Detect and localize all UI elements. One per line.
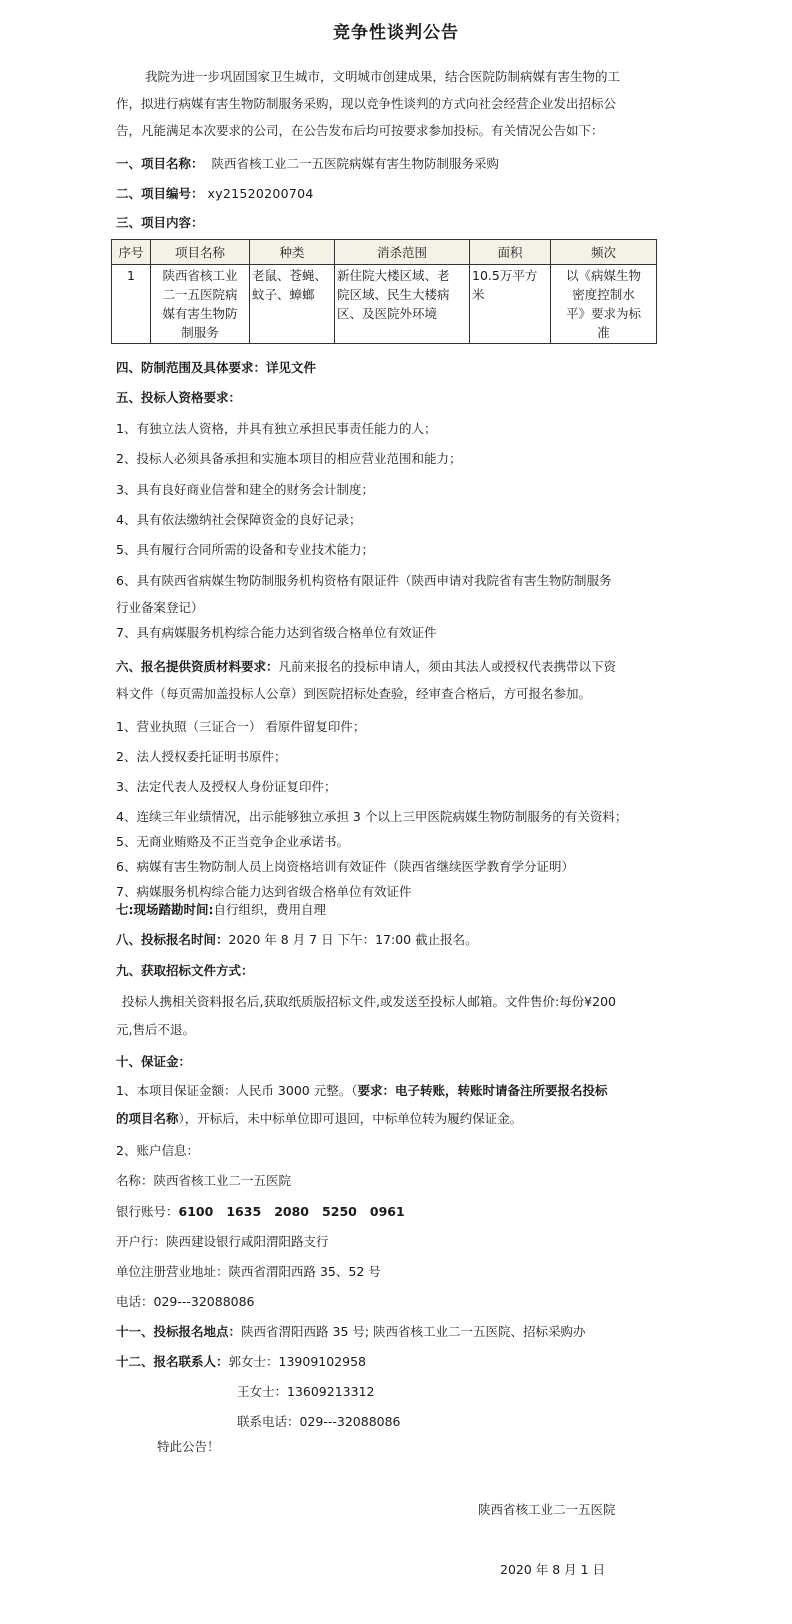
intro-line: 作，拟进行病媒有害生物防制服务采购，现以竞争性谈判的方式向社会经营企业发出招标公 xyxy=(116,96,617,111)
col-header: 消杀范围 xyxy=(335,240,470,265)
location-value: 陕西省渭阳西路 35 号; 陕西省核工业二一五医院、招标采购办 xyxy=(241,1324,586,1339)
cell-kind: 老鼠、苍蝇、 蚊子、蟑螂 xyxy=(250,265,335,344)
list-item: 5、具有履行合同所需的设备和专业技术能力； xyxy=(116,542,374,557)
contact-1: 郭女士：13909102958 xyxy=(228,1354,366,1369)
section-project-name xyxy=(116,155,499,173)
section-contacts xyxy=(116,1353,366,1371)
section-location xyxy=(116,1323,586,1341)
section-label: 十二、报名联系人： xyxy=(116,1354,229,1369)
list-item: 3、具有良好商业信誉和建全的财务会计制度； xyxy=(116,482,374,497)
section-bid-time xyxy=(116,931,478,949)
section-label: 十一、投标报名地点： xyxy=(116,1324,242,1339)
section-deposit: 十、保证金： xyxy=(116,1054,192,1069)
list-item: 行业备案登记） xyxy=(116,600,204,615)
account-info-label: 2、账户信息： xyxy=(116,1143,199,1158)
section-text: 投标人携相关资料报名后,获取纸质版招标文件,或发送至投标人邮箱。文件售价:每份¥200 xyxy=(122,994,616,1009)
section-site-visit xyxy=(116,901,326,919)
section-project-number xyxy=(116,185,314,203)
bid-time-value: 2020 年 8 月 7 日 下午：17:00 截止报名。 xyxy=(228,932,478,947)
page-title: 竞争性谈判公告 xyxy=(333,23,459,43)
intro-line: 我院为进一步巩固国家卫生城市，文明城市创建成果，结合医院防制病媒有害生物的工 xyxy=(145,69,621,84)
account-name: 名称：陕西省核工业二一五医院 xyxy=(116,1173,292,1188)
col-header: 项目名称 xyxy=(151,240,250,265)
cell-name: 陕西省核工业 二一五医院病 媒有害生物防 制服务 xyxy=(151,265,250,344)
section-label: 二、项目编号： xyxy=(116,186,204,201)
site-visit-value: 自行组织，费用自理 xyxy=(213,902,327,917)
contact-2: 王女士：13609213312 xyxy=(237,1384,375,1399)
section-label: 八、投标报名时间： xyxy=(116,932,229,947)
section-label: 六、报名提供资质材料要求： xyxy=(116,659,279,674)
project-number: xy21520200704 xyxy=(207,186,314,201)
cell-frequency: 以《病媒生物 密度控制水 平》要求为标 准 xyxy=(551,265,657,344)
section-text: 元,售后不退。 xyxy=(116,1022,195,1037)
cell-scope: 新住院大楼区域、老 院区域、民生大楼病 区、及医院外环境 xyxy=(335,265,470,344)
section-qualification: 五、投标人资格要求： xyxy=(116,390,242,405)
cell-area: 10.5万平方 米 xyxy=(470,265,551,344)
list-item: 4、具有依法缴纳社会保障资金的良好记录； xyxy=(116,512,362,527)
list-item: 5、无商业贿赂及不正当竞争企业承诺书。 xyxy=(116,834,349,849)
section-text: 凡前来报名的投标申请人，须由其法人或授权代表携带以下资 xyxy=(278,659,617,674)
col-header: 面积 xyxy=(470,240,551,265)
section-project-content: 三、项目内容： xyxy=(116,215,204,230)
list-item: 2、法人授权委托证明书原件； xyxy=(116,749,287,764)
section-scope: 四、防制范围及具体要求：详见文件 xyxy=(116,360,317,375)
bank-branch: 开户行：陕西建设银行咸阳渭阳路支行 xyxy=(116,1234,329,1249)
registered-address: 单位注册营业地址：陕西省渭阳西路 35、52 号 xyxy=(116,1264,381,1279)
section-text: 料文件（每页需加盖投标人公章）到医院招标处查验，经审查合格后，方可报名参加。 xyxy=(116,686,592,701)
bank-account: 银行账号：6100 1635 2080 5250 0961 xyxy=(116,1204,405,1219)
list-item: 4、连续三年业绩情况，出示能够独立承担 3 个以上三甲医院病媒生物防制服务的有关资料； xyxy=(116,809,628,824)
col-header: 种类 xyxy=(250,240,335,265)
section-label: 一、项目名称： xyxy=(116,156,204,171)
section-materials xyxy=(116,658,616,676)
phone: 电话：029---32088086 xyxy=(116,1294,255,1309)
section-label: 七:现场踏勘时间: xyxy=(116,902,214,917)
list-item: 2、投标人必须具备承担和实施本项目的相应营业范围和能力； xyxy=(116,451,462,466)
signature-date: 2020 年 8 月 1 日 xyxy=(500,1562,606,1577)
intro-line: 告，凡能满足本次要求的公司，在公告发布后均可按要求参加投标。有关情况公告如下： xyxy=(116,123,604,138)
table-header-row xyxy=(112,240,657,265)
contact-phone: 联系电话：029---32088086 xyxy=(237,1414,401,1429)
deposit-line: 1、本项目保证金额：人民币 3000 元整。（要求：电子转账，转账时请备注所要报名投标 xyxy=(116,1083,608,1098)
closing-text: 特此公告！ xyxy=(157,1439,220,1454)
list-item: 1、有独立法人资格，并具有独立承担民事责任能力的人； xyxy=(116,421,437,436)
project-name: 陕西省核工业二一五医院病媒有害生物防制服务采购 xyxy=(211,156,499,171)
table-row xyxy=(112,265,657,344)
cell-no: 1 xyxy=(112,265,151,344)
deposit-line: 的项目名称），开标后，未中标单位即可退回，中标单位转为履约保证金。 xyxy=(116,1111,523,1126)
list-item: 7、具有病媒服务机构综合能力达到省级合格单位有效证件 xyxy=(116,625,437,640)
list-item: 1、营业执照（三证合一） 看原件留复印件； xyxy=(116,719,366,734)
list-item: 7、病媒服务机构综合能力达到省级合格单位有效证件 xyxy=(116,884,412,899)
signature-org: 陕西省核工业二一五医院 xyxy=(478,1502,616,1517)
list-item: 6、病媒有害生物防制人员上岗资格培训有效证件（陕西省继续医学教育学分证明） xyxy=(116,859,574,874)
list-item: 3、法定代表人及授权人身份证复印件； xyxy=(116,779,337,794)
col-header: 频次 xyxy=(551,240,657,265)
section-get-docs: 九、获取招标文件方式： xyxy=(116,963,254,978)
list-item: 6、具有陕西省病媒生物防制服务机构资格有限证件（陕西申请对我院省有害生物防制服务 xyxy=(116,573,612,588)
col-header: 序号 xyxy=(112,240,151,265)
bank-account-number: 6100 1635 2080 5250 0961 xyxy=(178,1204,405,1219)
project-table xyxy=(111,239,657,344)
